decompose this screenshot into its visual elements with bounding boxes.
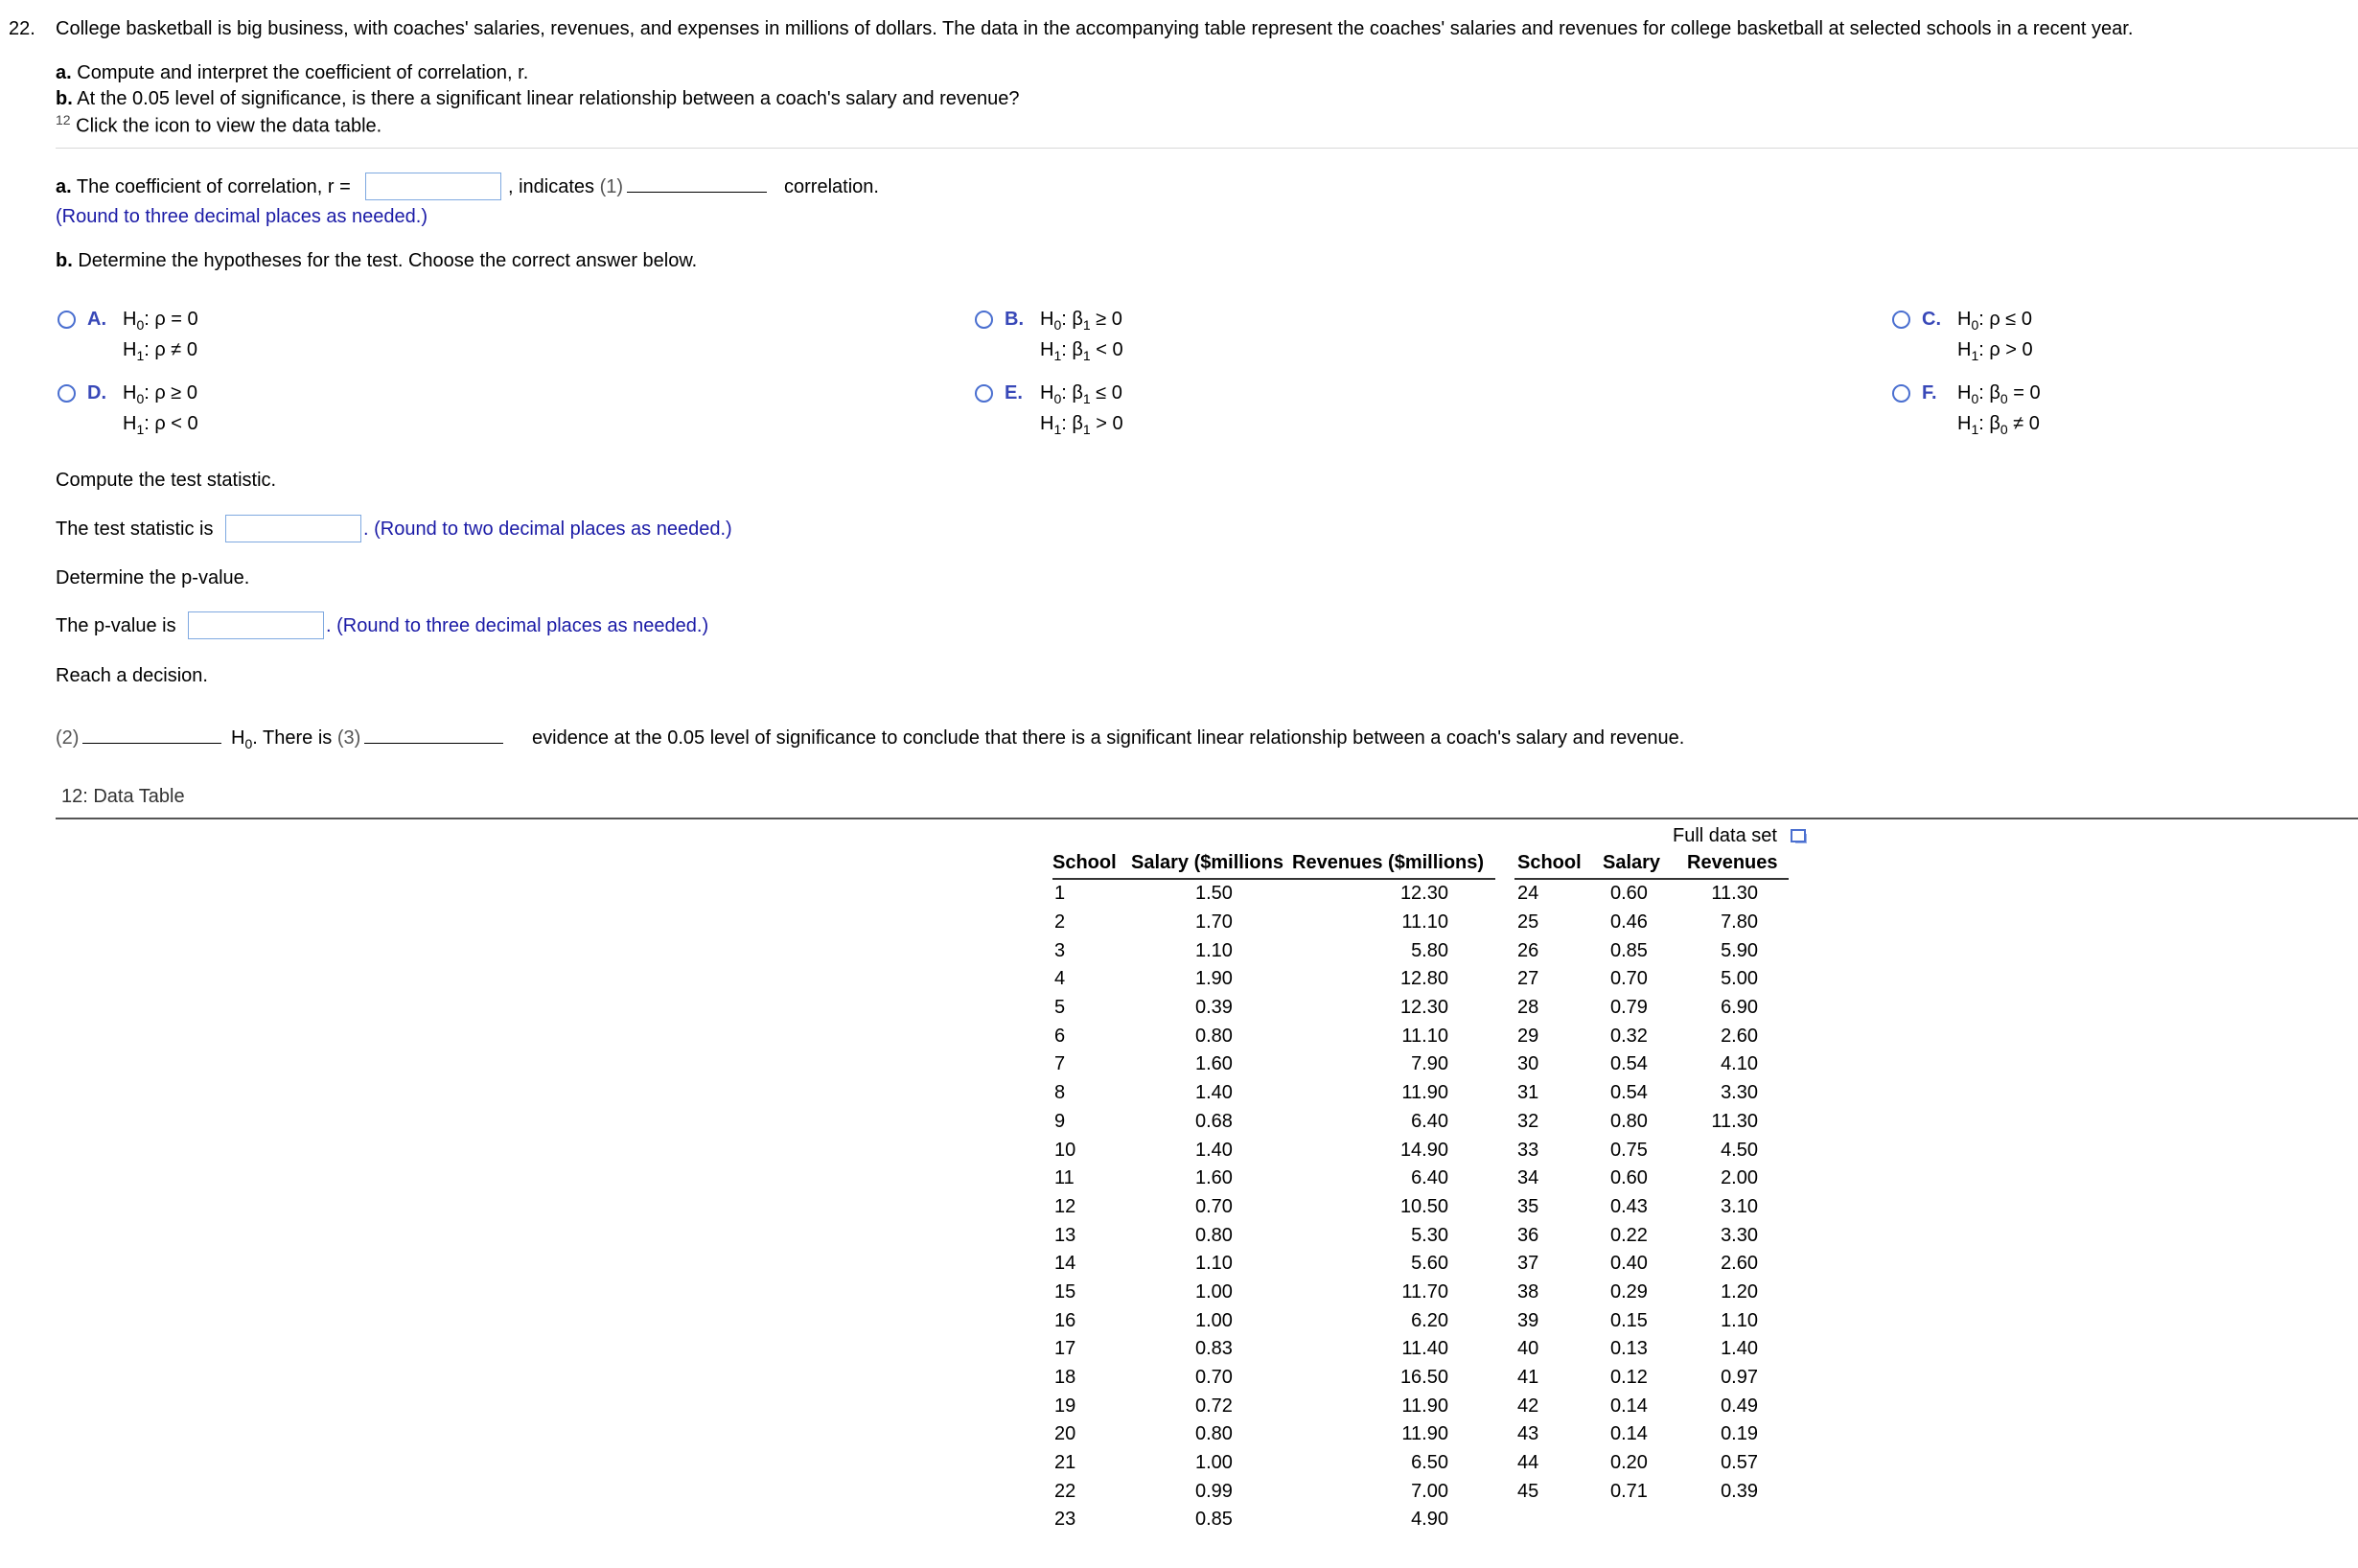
cell-salary: 1.10 [1195, 939, 1233, 961]
h1: $H_1$: $\beta_0 \ne 0$ [1957, 413, 2040, 437]
cell-revenue: 6.90 [1721, 997, 1758, 1019]
cell-revenue: 11.30 [1711, 1110, 1758, 1132]
cell-school: 28 [1517, 997, 1539, 1019]
cell-revenue: 3.30 [1721, 1082, 1758, 1104]
cell-revenue: 11.90 [1401, 1082, 1448, 1104]
cell-revenue: 6.20 [1411, 1309, 1448, 1331]
table-row [1052, 965, 1495, 994]
header-school: School [1052, 849, 1131, 879]
cell-school: 44 [1517, 1452, 1539, 1474]
cell-school: 19 [1054, 1395, 1076, 1417]
table-row [1052, 1136, 1495, 1164]
table-row [1052, 1050, 1495, 1079]
cell-revenue: 11.10 [1401, 1025, 1448, 1047]
cell-salary: 1.00 [1195, 1309, 1233, 1331]
cell-school: 6 [1054, 1025, 1066, 1047]
cell-revenue: 16.50 [1399, 1367, 1448, 1389]
cell-school: 35 [1517, 1195, 1539, 1217]
blank-2-label: (2) [56, 727, 80, 749]
cell-revenue: 3.10 [1721, 1195, 1758, 1217]
cell-school: 45 [1517, 1480, 1539, 1502]
question-number: 22. [9, 18, 35, 39]
cell-revenue: 6.40 [1411, 1110, 1448, 1132]
table-row [1514, 1079, 1789, 1108]
cell-salary: 0.13 [1610, 1338, 1648, 1360]
table-row [1052, 1079, 1495, 1108]
decision-row [56, 727, 507, 751]
cell-school: 21 [1054, 1452, 1076, 1474]
answer-b-text [56, 250, 697, 272]
table-row [1514, 1193, 1789, 1222]
h1-value: ρ < 0 [154, 413, 198, 434]
option-letter: D. [87, 382, 106, 404]
cell-salary: 1.10 [1195, 1253, 1233, 1275]
table-ref-icon[interactable]: 12 [56, 112, 71, 127]
cell-salary: 0.85 [1195, 1509, 1233, 1531]
cell-revenue: 4.90 [1411, 1509, 1448, 1531]
cell-revenue: 4.10 [1721, 1053, 1758, 1075]
h0: $H_0$: ρ ≤ 0 [1957, 309, 2032, 333]
cell-salary: 0.83 [1195, 1338, 1233, 1360]
table-row [1514, 1164, 1789, 1193]
h1-value: ρ > 0 [1989, 339, 2033, 360]
table-row [1052, 1250, 1495, 1279]
cell-salary: 0.20 [1610, 1452, 1648, 1474]
cell-school: 31 [1517, 1082, 1539, 1104]
cell-revenue: 5.30 [1411, 1224, 1448, 1246]
h0-text: H [231, 727, 245, 749]
cell-revenue: 3.30 [1721, 1224, 1758, 1246]
answer-a-label: a. [56, 176, 72, 197]
data-table-left [1052, 849, 1495, 1534]
cell-revenue: 5.60 [1411, 1253, 1448, 1275]
cell-school: 36 [1517, 1224, 1539, 1246]
data-table-link[interactable] [56, 112, 381, 138]
table-row [1514, 965, 1789, 994]
cell-school: 8 [1054, 1082, 1066, 1104]
h0: $H_0$: $\beta_1 \ge 0$ [1040, 309, 1122, 333]
cell-school: 26 [1517, 939, 1539, 961]
cell-school: 16 [1054, 1309, 1076, 1331]
cell-revenue: 12.30 [1399, 997, 1448, 1019]
cell-school: 29 [1517, 1025, 1539, 1047]
cell-salary: 0.85 [1610, 939, 1648, 961]
cell-salary: 0.80 [1610, 1110, 1648, 1132]
cell-school: 18 [1054, 1367, 1076, 1389]
cell-salary: 0.46 [1610, 911, 1648, 934]
cell-school: 41 [1517, 1367, 1539, 1389]
header-salary: Salary [1603, 849, 1687, 879]
option-letter: E. [1005, 382, 1023, 404]
correlation-word: correlation. [784, 176, 879, 197]
h0-value: = 0 [2013, 382, 2041, 404]
cell-salary: 0.29 [1610, 1280, 1648, 1303]
cell-revenue: 5.90 [1721, 939, 1758, 961]
cell-school: 9 [1054, 1110, 1066, 1132]
h0-value: ρ ≤ 0 [1989, 309, 2032, 330]
cell-school: 22 [1054, 1480, 1076, 1502]
stat-round-note: . (Round to two decimal places as needed.) [363, 519, 732, 540]
cell-school: 33 [1517, 1139, 1539, 1161]
table-row [1052, 1306, 1495, 1335]
table-row [1052, 994, 1495, 1023]
cell-revenue: 10.50 [1399, 1195, 1448, 1217]
cell-school: 25 [1517, 911, 1539, 934]
part-b-text: At the 0.05 level of significance, is there a significant linear relationship between a coach's salary and revenue? [77, 88, 1020, 109]
cell-salary: 0.99 [1195, 1480, 1233, 1502]
cell-school: 27 [1517, 968, 1539, 990]
cell-salary: 0.32 [1610, 1025, 1648, 1047]
p-value-label: The p-value is [56, 615, 176, 636]
cell-revenue: 2.00 [1721, 1167, 1758, 1189]
table-row [1052, 1164, 1495, 1193]
cell-school: 17 [1054, 1338, 1076, 1360]
cell-school: 40 [1517, 1338, 1539, 1360]
table-row [1514, 936, 1789, 965]
answer-b-prompt: Determine the hypotheses for the test. Choose the correct answer below. [78, 250, 698, 271]
h0-value: ≥ 0 [1096, 309, 1122, 330]
cell-salary: 0.71 [1610, 1480, 1648, 1502]
h0-value: ρ = 0 [154, 309, 198, 330]
table-ref-text: Click the icon to view the data table. [76, 115, 382, 137]
table-row [1514, 909, 1789, 937]
cell-salary: 1.90 [1195, 968, 1233, 990]
cell-revenue: 7.80 [1721, 911, 1758, 934]
round-note-a: (Round to three decimal places as needed.) [56, 206, 428, 227]
blank-1-dropdown[interactable] [627, 191, 767, 193]
cell-salary: 0.75 [1610, 1139, 1648, 1161]
radio-button[interactable] [975, 384, 993, 403]
cell-school: 34 [1517, 1167, 1539, 1189]
h0-value: ρ ≥ 0 [154, 382, 197, 404]
cell-school: 1 [1054, 883, 1066, 905]
cell-school: 7 [1054, 1053, 1066, 1075]
radio-button[interactable] [1892, 384, 1910, 403]
option-letter: C. [1922, 309, 1941, 330]
cell-revenue: 5.80 [1411, 939, 1448, 961]
answer-b-label: b. [56, 250, 73, 271]
cell-revenue: 6.50 [1411, 1452, 1448, 1474]
header-school: School [1514, 849, 1603, 879]
table-row [1052, 936, 1495, 965]
table-row [1052, 1221, 1495, 1250]
cell-salary: 0.12 [1610, 1367, 1648, 1389]
cell-revenue: 11.90 [1401, 1395, 1448, 1417]
cell-salary: 0.80 [1195, 1025, 1233, 1047]
cell-salary: 0.72 [1195, 1395, 1233, 1417]
table-row [1052, 1477, 1495, 1506]
cell-school: 42 [1517, 1395, 1539, 1417]
cell-revenue: 11.40 [1401, 1338, 1448, 1360]
h0: $H_0$: $\beta_0 = 0$ [1957, 382, 2041, 406]
table-row [1514, 1279, 1789, 1307]
cell-school: 14 [1054, 1253, 1076, 1275]
cell-revenue: 0.49 [1721, 1395, 1758, 1417]
p-value-input[interactable] [188, 611, 324, 639]
cell-school: 30 [1517, 1053, 1539, 1075]
table-row [1514, 1306, 1789, 1335]
cell-salary: 1.60 [1195, 1167, 1233, 1189]
cell-salary: 0.68 [1195, 1110, 1233, 1132]
h1-value: ρ ≠ 0 [154, 339, 197, 360]
table-row [1052, 1364, 1495, 1393]
cell-revenue: 11.90 [1401, 1423, 1448, 1445]
cell-salary: 0.14 [1610, 1423, 1648, 1445]
table-row [1514, 1364, 1789, 1393]
table-row [1514, 1250, 1789, 1279]
cell-school: 38 [1517, 1280, 1539, 1303]
cell-salary: 0.40 [1610, 1253, 1648, 1275]
h1: $H_1$: ρ ≠ 0 [123, 339, 197, 363]
question-part-b [56, 88, 1020, 110]
cell-school: 43 [1517, 1423, 1539, 1445]
cell-school: 3 [1054, 939, 1066, 961]
option-letter: A. [87, 309, 106, 330]
cell-revenue: 1.40 [1721, 1338, 1758, 1360]
cell-salary: 1.00 [1195, 1280, 1233, 1303]
full-data-set-label: Full data set [1673, 825, 1777, 846]
question-text: College basketball is big business, with coaches' salaries, revenues, and expenses in millions of dollars. The data in the accompanying table represent the coaches' salaries and revenues for college basketball at selected schools in a recent year. [56, 18, 2134, 39]
cell-revenue: 5.00 [1721, 968, 1758, 990]
cell-salary: 0.54 [1610, 1053, 1648, 1075]
table-row [1052, 879, 1495, 909]
table-row [1514, 1449, 1789, 1478]
cell-salary: 1.70 [1195, 911, 1233, 934]
cell-salary: 0.60 [1610, 1167, 1648, 1189]
radio-button[interactable] [1892, 311, 1910, 329]
cell-salary: 0.79 [1610, 997, 1648, 1019]
cell-revenue: 0.97 [1721, 1367, 1758, 1389]
conclusion-text: evidence at the 0.05 level of significance to conclude that there is a significant linear relationship between a coach's salary and revenue. [532, 727, 1685, 749]
table-row [1052, 909, 1495, 937]
h1-value: < 0 [1096, 339, 1123, 360]
cell-revenue: 12.30 [1399, 883, 1448, 905]
blank-3-label: (3) [336, 727, 361, 749]
table-row [1052, 1193, 1495, 1222]
header-revenues: Revenues ($millions) [1292, 849, 1495, 879]
h0-value: ≤ 0 [1096, 382, 1122, 404]
table-row [1514, 994, 1789, 1023]
table-row [1514, 1136, 1789, 1164]
divider [56, 148, 2358, 149]
cell-salary: 1.60 [1195, 1053, 1233, 1075]
part-a-text: Compute and interpret the coefficient of correlation, r. [77, 62, 529, 83]
table-row [1052, 1279, 1495, 1307]
h1: $H_1$: ρ > 0 [1957, 339, 2033, 363]
blank-1-label: (1) [599, 176, 624, 197]
h1: $H_1$: $\beta_1 < 0$ [1040, 339, 1123, 363]
question-part-a [56, 62, 528, 84]
h0: $H_0$: $\beta_1 \le 0$ [1040, 382, 1122, 406]
answer-a-prompt: The coefficient of correlation, r = [76, 176, 351, 197]
table-row [1514, 1392, 1789, 1420]
header-salary: Salary ($millions [1131, 849, 1292, 879]
determine-p-label: Determine the p-value. [56, 567, 250, 588]
cell-salary: 0.43 [1610, 1195, 1648, 1217]
data-table-right [1514, 849, 1789, 1506]
cell-revenue: 6.40 [1411, 1167, 1448, 1189]
cell-revenue: 4.50 [1721, 1139, 1758, 1161]
part-a-label: a. [56, 62, 72, 83]
cell-school: 39 [1517, 1309, 1539, 1331]
indicates-row [508, 176, 771, 198]
answer-a-text [56, 176, 351, 198]
cell-salary: 0.39 [1195, 997, 1233, 1019]
h1-value: > 0 [1096, 413, 1123, 434]
radio-button[interactable] [58, 311, 76, 329]
cell-salary: 1.50 [1195, 883, 1233, 905]
cell-school: 12 [1054, 1195, 1076, 1217]
cell-salary: 0.54 [1610, 1082, 1648, 1104]
cell-salary: 0.80 [1195, 1423, 1233, 1445]
cell-revenue: 11.30 [1711, 883, 1758, 905]
cell-school: 11 [1054, 1167, 1075, 1189]
header-revenues: Revenues [1687, 849, 1789, 879]
cell-revenue: 0.39 [1721, 1480, 1758, 1502]
part-b-label: b. [56, 88, 73, 109]
table-row [1514, 1420, 1789, 1449]
cell-school: 37 [1517, 1253, 1539, 1275]
data-table-title: 12: Data Table [61, 786, 185, 807]
table-row [1514, 1221, 1789, 1250]
cell-school: 10 [1054, 1139, 1076, 1161]
cell-school: 15 [1054, 1280, 1076, 1303]
table-row [1514, 1108, 1789, 1137]
cell-salary: 0.80 [1195, 1224, 1233, 1246]
table-row [1514, 879, 1789, 909]
cell-revenue: 7.90 [1411, 1053, 1448, 1075]
cell-school: 5 [1054, 997, 1066, 1019]
cell-revenue: 0.19 [1721, 1423, 1758, 1445]
h0: $H_0$: ρ = 0 [123, 309, 198, 333]
table-row [1052, 1022, 1495, 1050]
table-row [1514, 1050, 1789, 1079]
table-row [1052, 1392, 1495, 1420]
there-is-text: . There is [252, 727, 333, 749]
cell-school: 13 [1054, 1224, 1076, 1246]
cell-salary: 1.40 [1195, 1082, 1233, 1104]
data-table-divider [56, 818, 2358, 819]
stat-label: The test statistic is [56, 519, 214, 540]
table-row [1514, 1335, 1789, 1364]
cell-school: 32 [1517, 1110, 1539, 1132]
copy-window-icon[interactable] [1791, 829, 1808, 844]
table-row [1514, 1022, 1789, 1050]
cell-school: 20 [1054, 1423, 1076, 1445]
reach-decision-label: Reach a decision. [56, 665, 208, 686]
cell-revenue: 12.80 [1399, 968, 1448, 990]
table-row [1052, 1506, 1495, 1534]
compute-stat-label: Compute the test statistic. [56, 470, 277, 491]
h1-value: ≠ 0 [2013, 413, 2040, 434]
cell-revenue: 0.57 [1721, 1452, 1758, 1474]
cell-salary: 0.60 [1610, 883, 1648, 905]
table-row [1514, 1477, 1789, 1506]
table-row [1052, 1449, 1495, 1478]
cell-revenue: 2.60 [1721, 1253, 1758, 1275]
h0: $H_0$: ρ ≥ 0 [123, 382, 197, 406]
cell-revenue: 14.90 [1399, 1139, 1448, 1161]
cell-salary: 1.40 [1195, 1139, 1233, 1161]
h0-sub: 0 [244, 736, 253, 751]
cell-school: 2 [1054, 911, 1066, 934]
table-row [1052, 1108, 1495, 1137]
cell-revenue: 11.70 [1401, 1280, 1448, 1303]
blank-3-dropdown[interactable] [364, 742, 503, 744]
correlation-input[interactable] [365, 173, 501, 200]
option-letter: F. [1922, 382, 1937, 404]
radio-button[interactable] [58, 384, 76, 403]
cell-school: 24 [1517, 883, 1539, 905]
full-data-set-link[interactable] [1673, 825, 1808, 847]
cell-salary: 0.70 [1610, 968, 1648, 990]
radio-button[interactable] [975, 311, 993, 329]
cell-salary: 0.70 [1195, 1367, 1233, 1389]
cell-salary: 0.15 [1610, 1309, 1648, 1331]
table-row [1052, 1335, 1495, 1364]
p-round-note: . (Round to three decimal places as needed.) [326, 615, 709, 636]
table-row [1052, 1420, 1495, 1449]
option-letter: B. [1005, 309, 1024, 330]
cell-revenue: 11.10 [1401, 911, 1448, 934]
h1: $H_1$: ρ < 0 [123, 413, 198, 437]
cell-revenue: 1.20 [1721, 1280, 1758, 1303]
cell-salary: 0.22 [1610, 1224, 1648, 1246]
cell-revenue: 1.10 [1721, 1309, 1758, 1331]
blank-2-dropdown[interactable] [82, 742, 221, 744]
cell-revenue: 2.60 [1721, 1025, 1758, 1047]
h1: $H_1$: $\beta_1 > 0$ [1040, 413, 1123, 437]
cell-revenue: 7.00 [1411, 1480, 1448, 1502]
cell-salary: 1.00 [1195, 1452, 1233, 1474]
cell-school: 4 [1054, 968, 1066, 990]
cell-salary: 0.14 [1610, 1395, 1648, 1417]
indicates-text: , indicates [508, 176, 595, 197]
cell-salary: 0.70 [1195, 1195, 1233, 1217]
test-statistic-input[interactable] [225, 515, 361, 542]
cell-school: 23 [1054, 1509, 1076, 1531]
